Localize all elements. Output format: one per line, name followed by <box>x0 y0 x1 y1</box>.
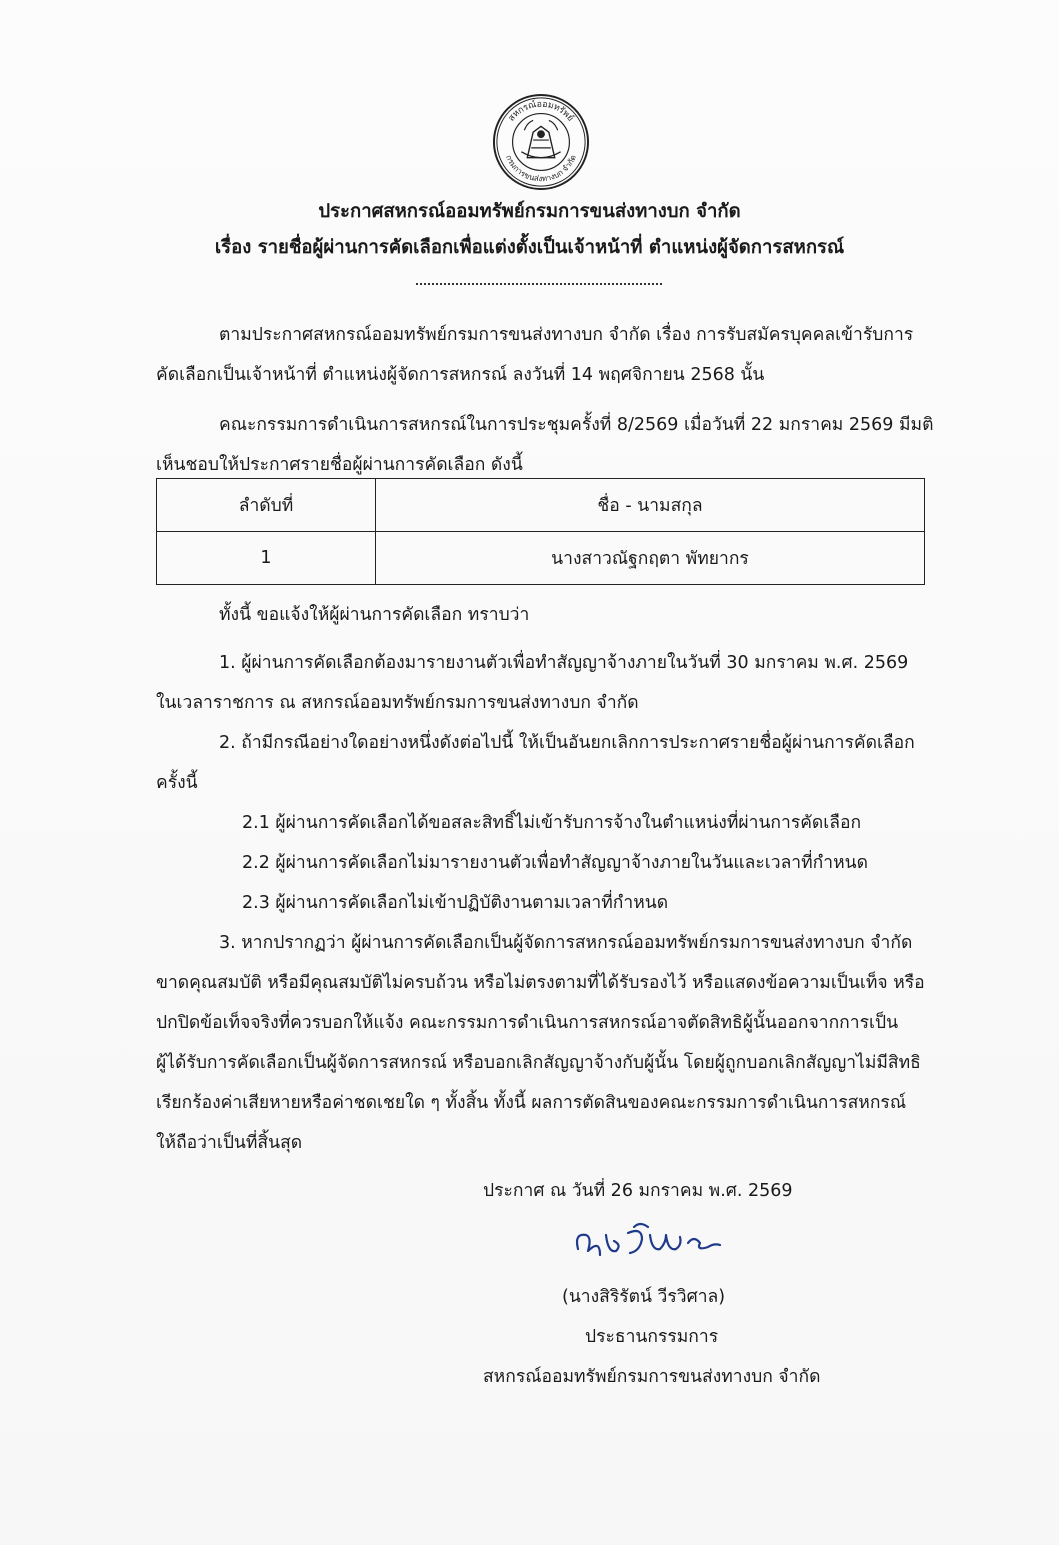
notice-item-3-line-2: ขาดคุณสมบัติ หรือมีคุณสมบัติไม่ครบถ้วน หรือไม่ตรงตามที่ได้รับรองไว้ หรือแสดงข้อความเป็นเท็จ หรือ <box>156 973 925 993</box>
selected-candidates-table <box>156 478 925 585</box>
announcement-date: ประกาศ ณ วันที่ 26 มกราคม พ.ศ. 2569 <box>483 1181 793 1201</box>
table-cell-order: 1 <box>157 532 376 585</box>
notice-item-3-line-3: ปกปิดข้อเท็จจริงที่ควรบอกให้แจ้ง คณะกรรมการดำเนินการสหกรณ์อาจตัดสิทธิผู้นั้นออกจากการเป็น <box>156 1013 899 1033</box>
table-header-name: ชื่อ - นามสกุล <box>376 479 925 532</box>
notice-item-3-line-1: 3. หากปรากฏว่า ผู้ผ่านการคัดเลือกเป็นผู้จัดการสหกรณ์ออมทรัพย์กรมการขนส่งทางบก จำกัด <box>219 933 913 953</box>
notice-item-2-line-2: ครั้งนี้ <box>156 773 198 793</box>
signer-name: (นางสิริรัตน์ วีรวิศาล) <box>562 1287 726 1307</box>
notice-item-3-line-5: เรียกร้องค่าเสียหายหรือค่าชดเชยใด ๆ ทั้งสิ้น ทั้งนี้ ผลการตัดสินของคณะกรรมการดำเนินการสหกรณ์ <box>156 1093 907 1113</box>
signer-title: ประธานกรรมการ <box>585 1327 719 1347</box>
announcement-subject: เรื่อง รายชื่อผู้ผ่านการคัดเลือกเพื่อแต่งตั้งเป็นเจ้าหน้าที่ ตำแหน่งผู้จัดการสหกรณ์ <box>214 237 845 258</box>
intro-paragraph-2-line-1: คณะกรรมการดำเนินการสหกรณ์ในการประชุมครั้งที่ 8/2569 เมื่อวันที่ 22 มกราคม 2569 มีมติ <box>219 415 934 435</box>
svg-text:สหกรณ์ออมทรัพย์: สหกรณ์ออมทรัพย์ <box>506 99 576 124</box>
table-header-row <box>157 479 925 532</box>
handwritten-signature <box>570 1205 730 1275</box>
table-cell-name: นางสาวณัฐกฤตา พัทยากร <box>376 532 925 585</box>
signer-organization: สหกรณ์ออมทรัพย์กรมการขนส่งทางบก จำกัด <box>483 1367 821 1387</box>
intro-paragraph-2-line-2: เห็นชอบให้ประกาศรายชื่อผู้ผ่านการคัดเลือก ดังนี้ <box>156 455 523 475</box>
intro-paragraph-1-line-2: คัดเลือกเป็นเจ้าหน้าที่ ตำแหน่งผู้จัดการสหกรณ์ ลงวันที่ 14 พฤศจิกายน 2568 นั้น <box>156 365 765 385</box>
notice-lead: ทั้งนี้ ขอแจ้งให้ผู้ผ่านการคัดเลือก ทราบว่า <box>219 605 530 625</box>
table-row <box>157 532 925 585</box>
notice-item-2-2: 2.2 ผู้ผ่านการคัดเลือกไม่มารายงานตัวเพื่อทำสัญญาจ้างภายในวันและเวลาที่กำหนด <box>242 853 868 873</box>
notice-item-2-1: 2.1 ผู้ผ่านการคัดเลือกได้ขอสละสิทธิ์ไม่เข้ารับการจ้างในตำแหน่งที่ผ่านการคัดเลือก <box>242 813 862 833</box>
intro-paragraph-1-line-1: ตามประกาศสหกรณ์ออมทรัพย์กรมการขนส่งทางบก จำกัด เรื่อง การรับสมัครบุคคลเข้ารับการ <box>219 325 914 345</box>
title-divider <box>416 283 662 285</box>
notice-item-1-line-1: 1. ผู้ผ่านการคัดเลือกต้องมารายงานตัวเพื่อทำสัญญาจ้างภายในวันที่ 30 มกราคม พ.ศ. 2569 <box>219 653 909 673</box>
announcement-title: ประกาศสหกรณ์ออมทรัพย์กรมการขนส่งทางบก จำกัด <box>318 201 741 222</box>
notice-item-3-line-6: ให้ถือว่าเป็นที่สิ้นสุด <box>156 1133 303 1153</box>
notice-item-2-line-1: 2. ถ้ามีกรณีอย่างใดอย่างหนึ่งดังต่อไปนี้ ให้เป็นอันยกเลิกการประกาศรายชื่อผู้ผ่านการคัดเลือก <box>219 733 915 753</box>
notice-item-1-line-2: ในเวลาราชการ ณ สหกรณ์ออมทรัพย์กรมการขนส่งทางบก จำกัด <box>156 693 639 713</box>
svg-text:กรมการขนส่งทางบก จำกัด: กรมการขนส่งทางบก จำกัด <box>504 153 578 184</box>
notice-item-2-3: 2.3 ผู้ผ่านการคัดเลือกไม่เข้าปฏิบัติงานตามเวลาที่กำหนด <box>242 893 669 913</box>
notice-item-3-line-4: ผู้ได้รับการคัดเลือกเป็นผู้จัดการสหกรณ์ หรือบอกเลิกสัญญาจ้างกับผู้นั้น โดยผู้ถูกบอกเลิกสัญญาไม่มีสิทธิ <box>156 1053 921 1073</box>
cooperative-seal-icon <box>492 93 590 191</box>
table-header-order: ลำดับที่ <box>157 479 376 532</box>
